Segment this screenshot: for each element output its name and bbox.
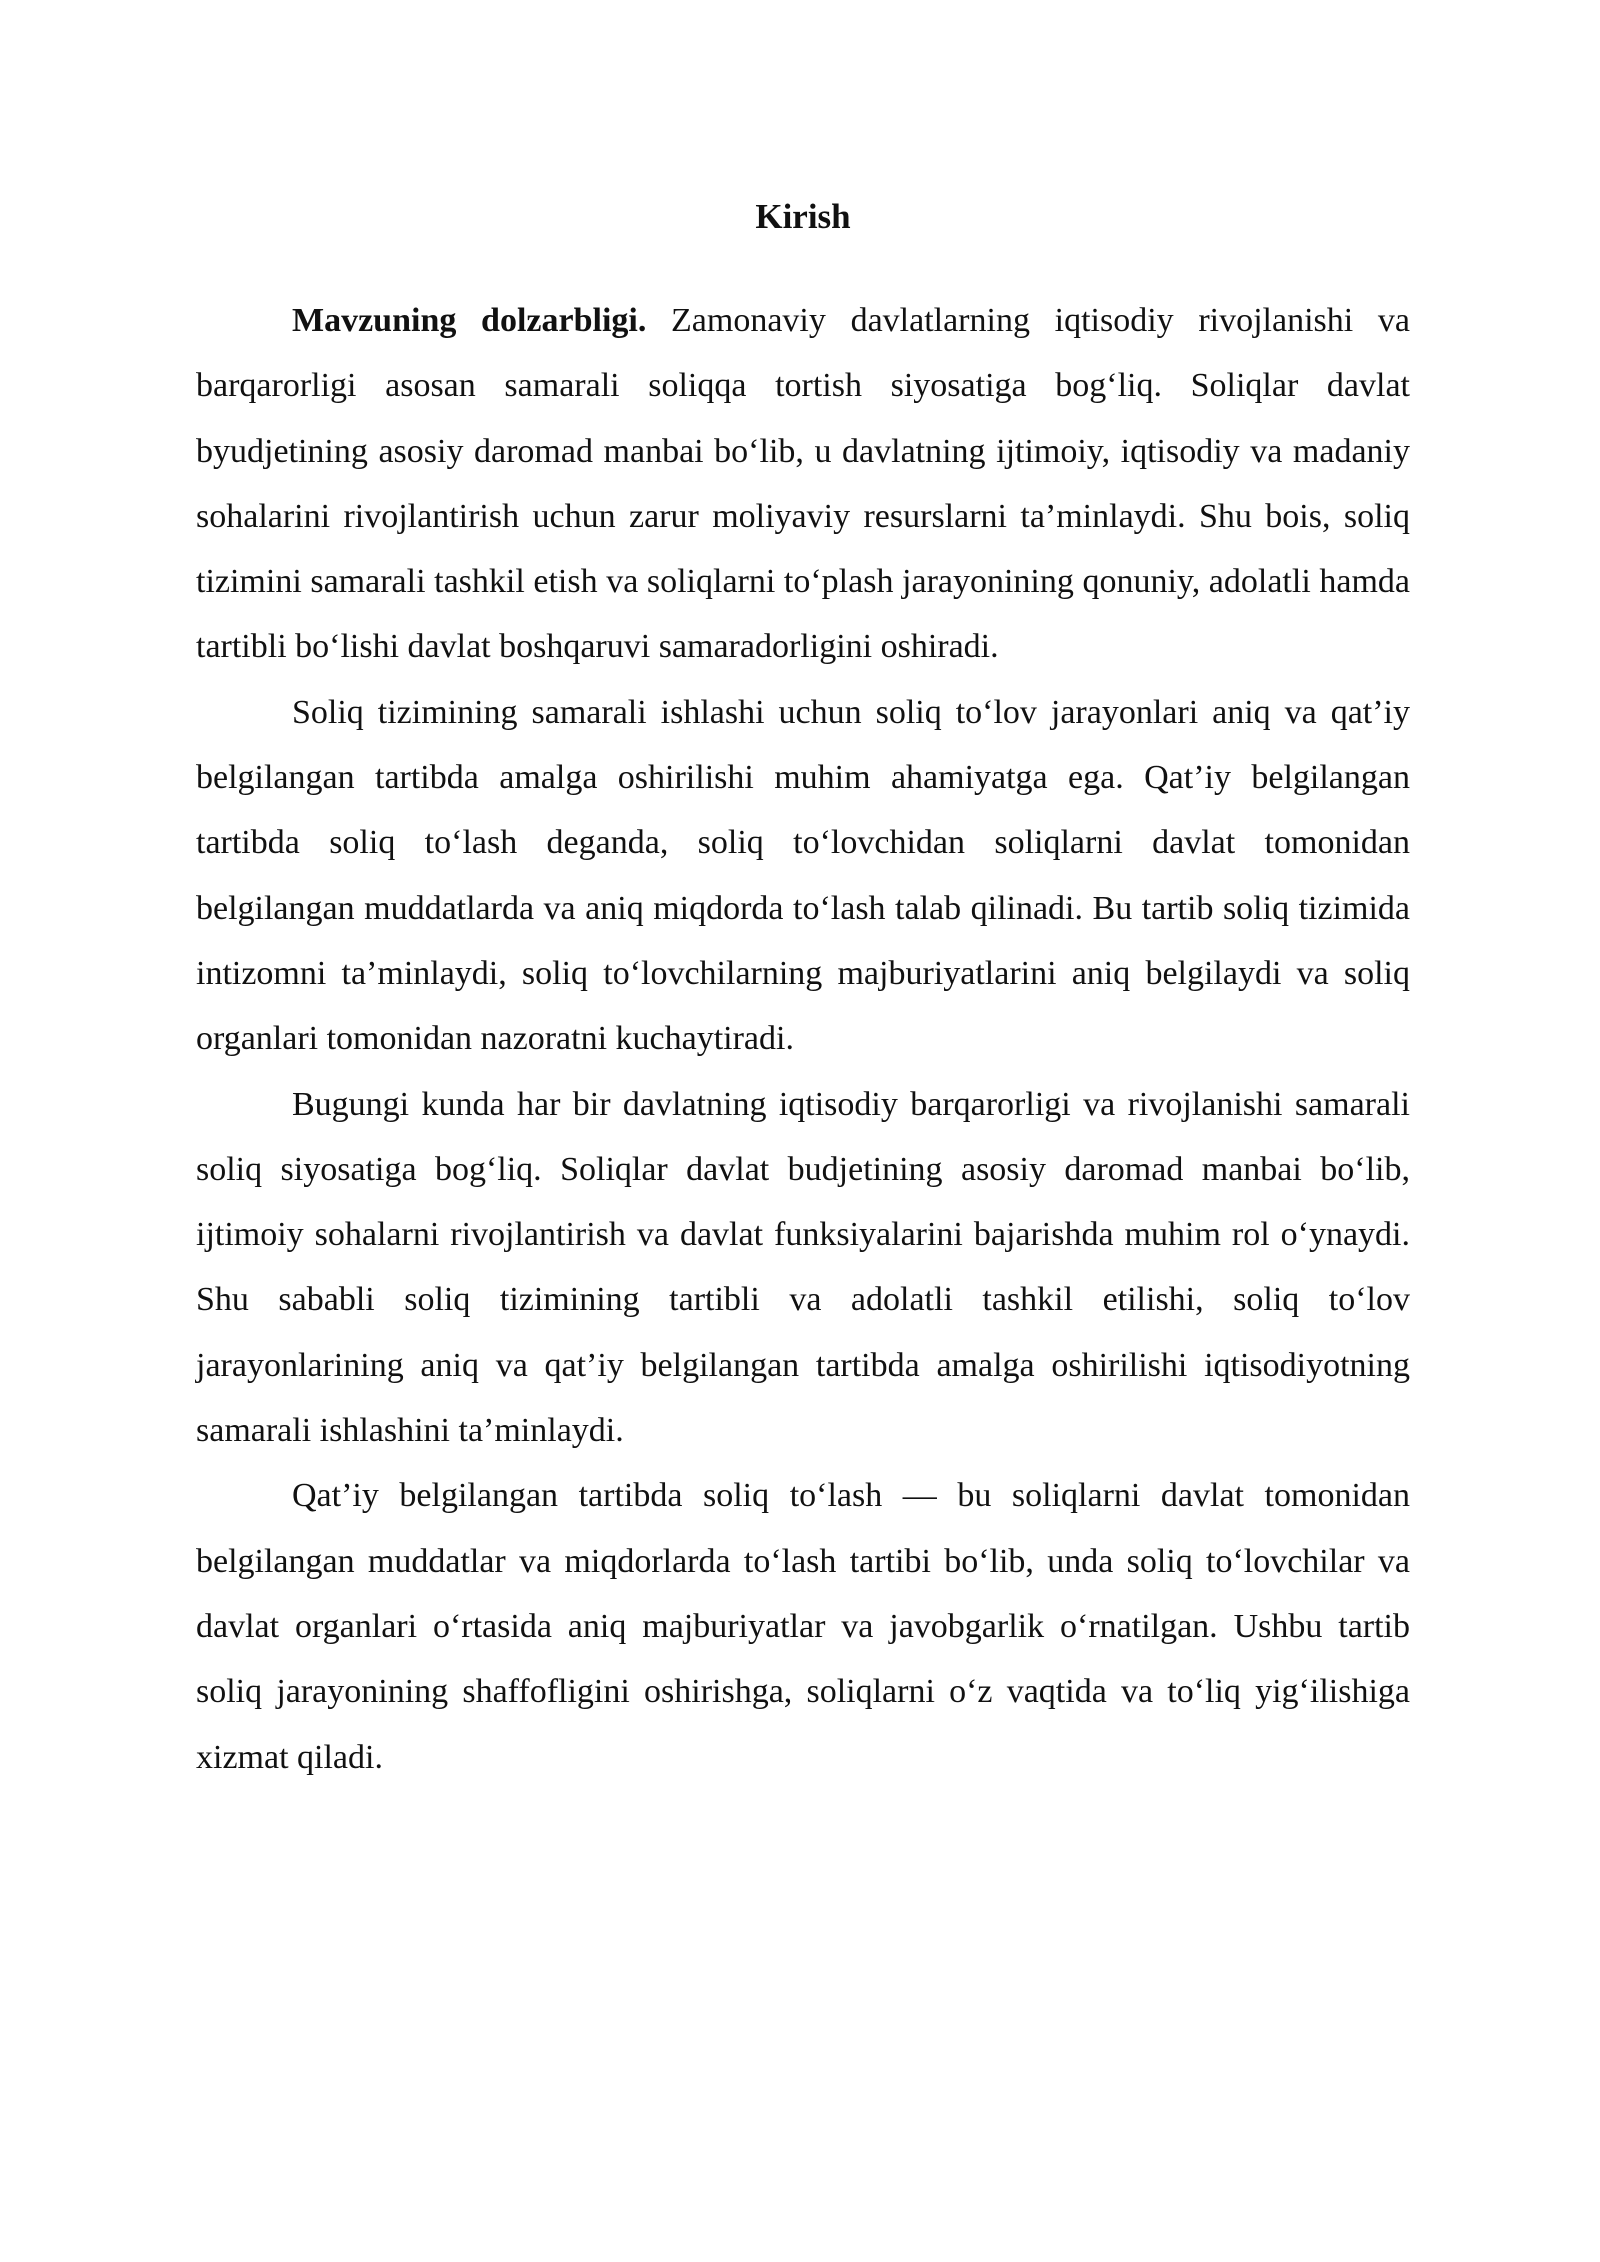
paragraph-4: Qat’iy belgilangan tartibda soliq to‘lash — bu soliqlarni davlat tomonidan belgilangan muddatlar va miqdorlarda to‘lash tartibi bo‘lib, unda soliq to‘lovchilar va davlat organlari o‘rtasida aniq majburiyatlar va javobgarlik o‘rnatilgan. Ushbu tartib soliq jarayonining shaffofligini oshirishga, soliqlarni o‘z vaqtida va to‘liq yig‘ilishiga xizmat qiladi.: [196, 1477, 1410, 1776]
paragraph-text: Zamonaviy davlatlarning iqtisodiy rivojlanishi va barqarorligi asosan samarali soliqqa tortish siyosatiga bog‘liq. Soliqlar davlat byudjetining asosiy daromad manbai bo‘lib, u davlatning ijtimoiy, iqtisodiy va madaniy sohalarini rivojlantirish uchun zarur moliyaviy resurslarni ta’minlaydi. Shu bois, soliq tizimini samarali tashkil etish va soliqlarni to‘plash jarayonining qonuniy, adolatli hamda tartibli bo‘lishi davlat boshqaruvi samaradorligini oshiradi.: [196, 302, 1411, 666]
paragraph-lead: Mavzuning dolzarbligi.: [292, 302, 647, 339]
page-title: Kirish: [755, 197, 851, 236]
paragraph-1: [196, 288, 1410, 680]
page-content: [196, 192, 1410, 1790]
paragraph-2: Soliq tizimining samarali ishlashi uchun soliq to‘lov jarayonlari aniq va qat’iy belgilangan tartibda amalga oshirilishi muhim ahamiyatga ega. Qat’iy belgilangan tartibda soliq to‘lash deganda, soliq to‘lovchidan soliqlarni davlat tomonidan belgilangan muddatlarda va aniq miqdorda to‘lash talab qilinadi. Bu tartib soliq tizimida intizomni ta’minlaydi, soliq to‘lovchilarning majburiyatlarini aniq belgilaydi va soliq organlari tomonidan nazoratni kuchaytiradi.: [196, 693, 1410, 1058]
paragraph-3: Bugungi kunda har bir davlatning iqtisodiy barqarorligi va rivojlanishi samarali soliq siyosatiga bog‘liq. Soliqlar davlat budjetining asosiy daromad manbai bo‘lib, ijtimoiy sohalarni rivojlantirish va davlat funksiyalarini bajarishda muhim rol o‘ynaydi. Shu sababli soliq tizimining tartibli va adolatli tashkil etilishi, soliq to‘lov jarayonlarining aniq va qat’iy belgilangan tartibda amalga oshirilishi iqtisodiyotning samarali ishlashini ta’minlaydi.: [196, 1085, 1410, 1450]
